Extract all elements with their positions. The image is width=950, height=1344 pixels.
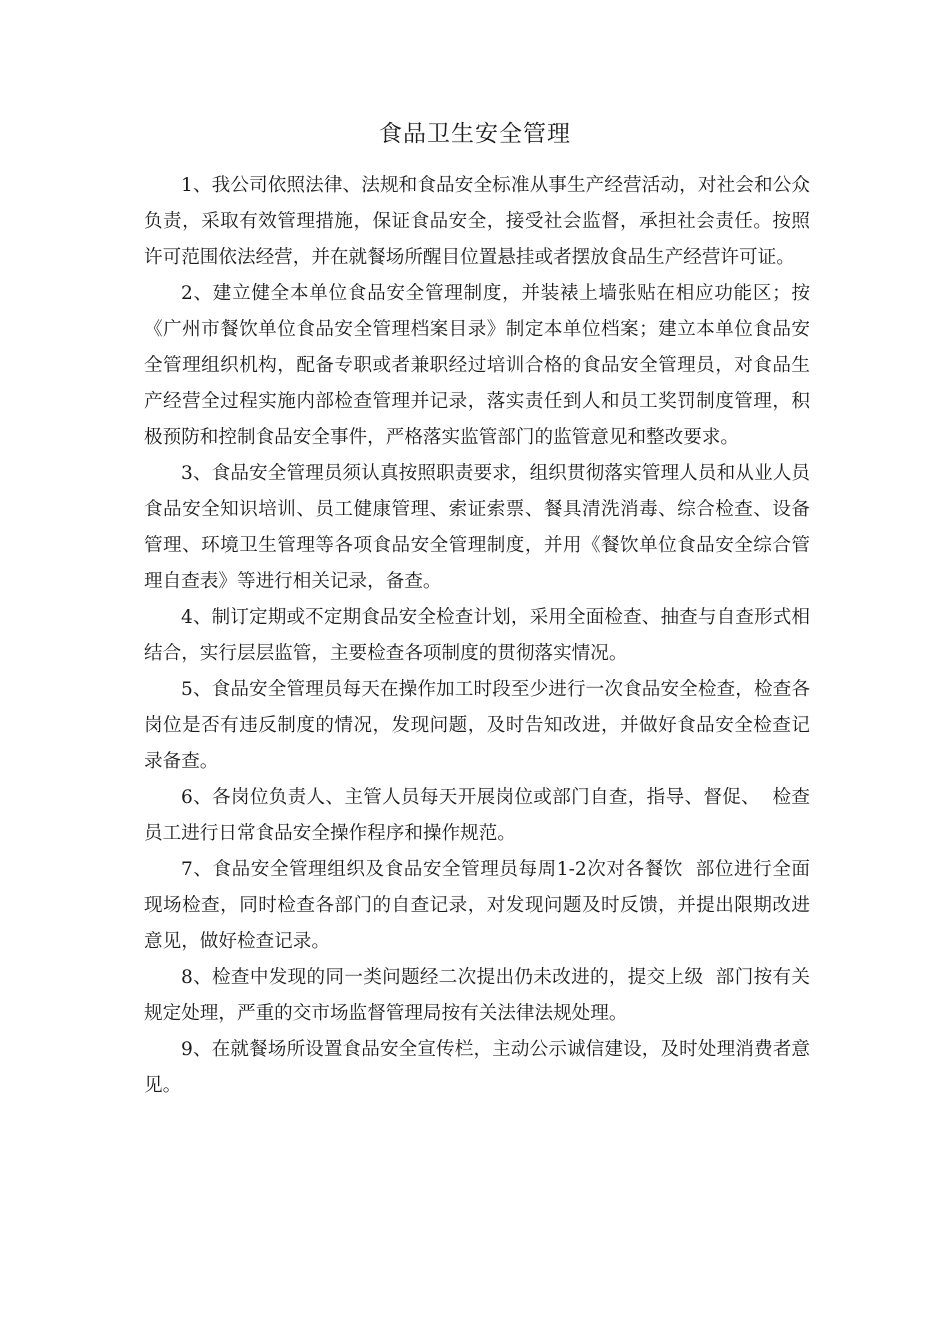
paragraph-7: 7、食品安全管理组织及食品安全管理员每周1-2次对各餐饮 部位进行全面现场检查，同时检查各部门的自查记录，对发现问题及时反馈，并提出限期改进意见，做好检查记录。 (144, 859, 810, 952)
paragraph-2: 2、建立健全本单位食品安全管理制度，并装裱上墙张贴在相应功能区；按《广州市餐饮单位食品安全管理档案目录》制定本单位档案；建立本单位食品安全管理组织机构，配备专职或者兼职经过培训合格的食品安全管理员，对食品生产经营全过程实施内部检查管理并记录，落实责任到人和员工奖罚制度管理，积极预防和控制食品安全事件，严格落实监管部门的监管意见和整改要求。 (144, 283, 810, 448)
paragraph-1: 1、我公司依照法律、法规和食品安全标准从事生产经营活动，对社会和公众负责，采取有效管理措施，保证食品安全，接受社会监督，承担社会责任。按照许可范围依法经营，并在就餐场所醒目位置悬挂或者摆放食品生产经营许可证。 (144, 175, 810, 268)
paragraph-5: 5、食品安全管理员每天在操作加工时段至少进行一次食品安全检查，检查各岗位是否有违反制度的情况，发现问题，及时告知改进，并做好食品安全检查记录备查。 (144, 679, 810, 772)
paragraph-4: 4、制订定期或不定期食品安全检查计划，采用全面检查、抽查与自查形式相结合，实行层层监管，主要检查各项制度的贯彻落实情况。 (144, 607, 810, 664)
paragraph-9: 9、在就餐场所设置食品安全宣传栏，主动公示诚信建设，及时处理消费者意见。 (144, 1039, 810, 1096)
document-body (144, 168, 810, 1104)
paragraph-3: 3、食品安全管理员须认真按照职责要求，组织贯彻落实管理人员和从业人员食品安全知识培训、员工健康管理、索证索票、餐具清洗消毒、综合检查、设备管理、环境卫生管理等各项食品安全管理制度，并用《餐饮单位食品安全综合管理自查表》等进行相关记录，备查。 (144, 463, 810, 592)
paragraph-6: 6、各岗位负责人、主管人员每天开展岗位或部门自查，指导、督促、 检查员工进行日常食品安全操作程序和操作规范。 (144, 787, 810, 844)
paragraph-8: 8、检查中发现的同一类问题经二次提出仍未改进的，提交上级 部门按有关规定处理，严重的交市场监督管理局按有关法律法规处理。 (144, 967, 810, 1024)
page-title: 食品卫生安全管理 (379, 121, 571, 147)
